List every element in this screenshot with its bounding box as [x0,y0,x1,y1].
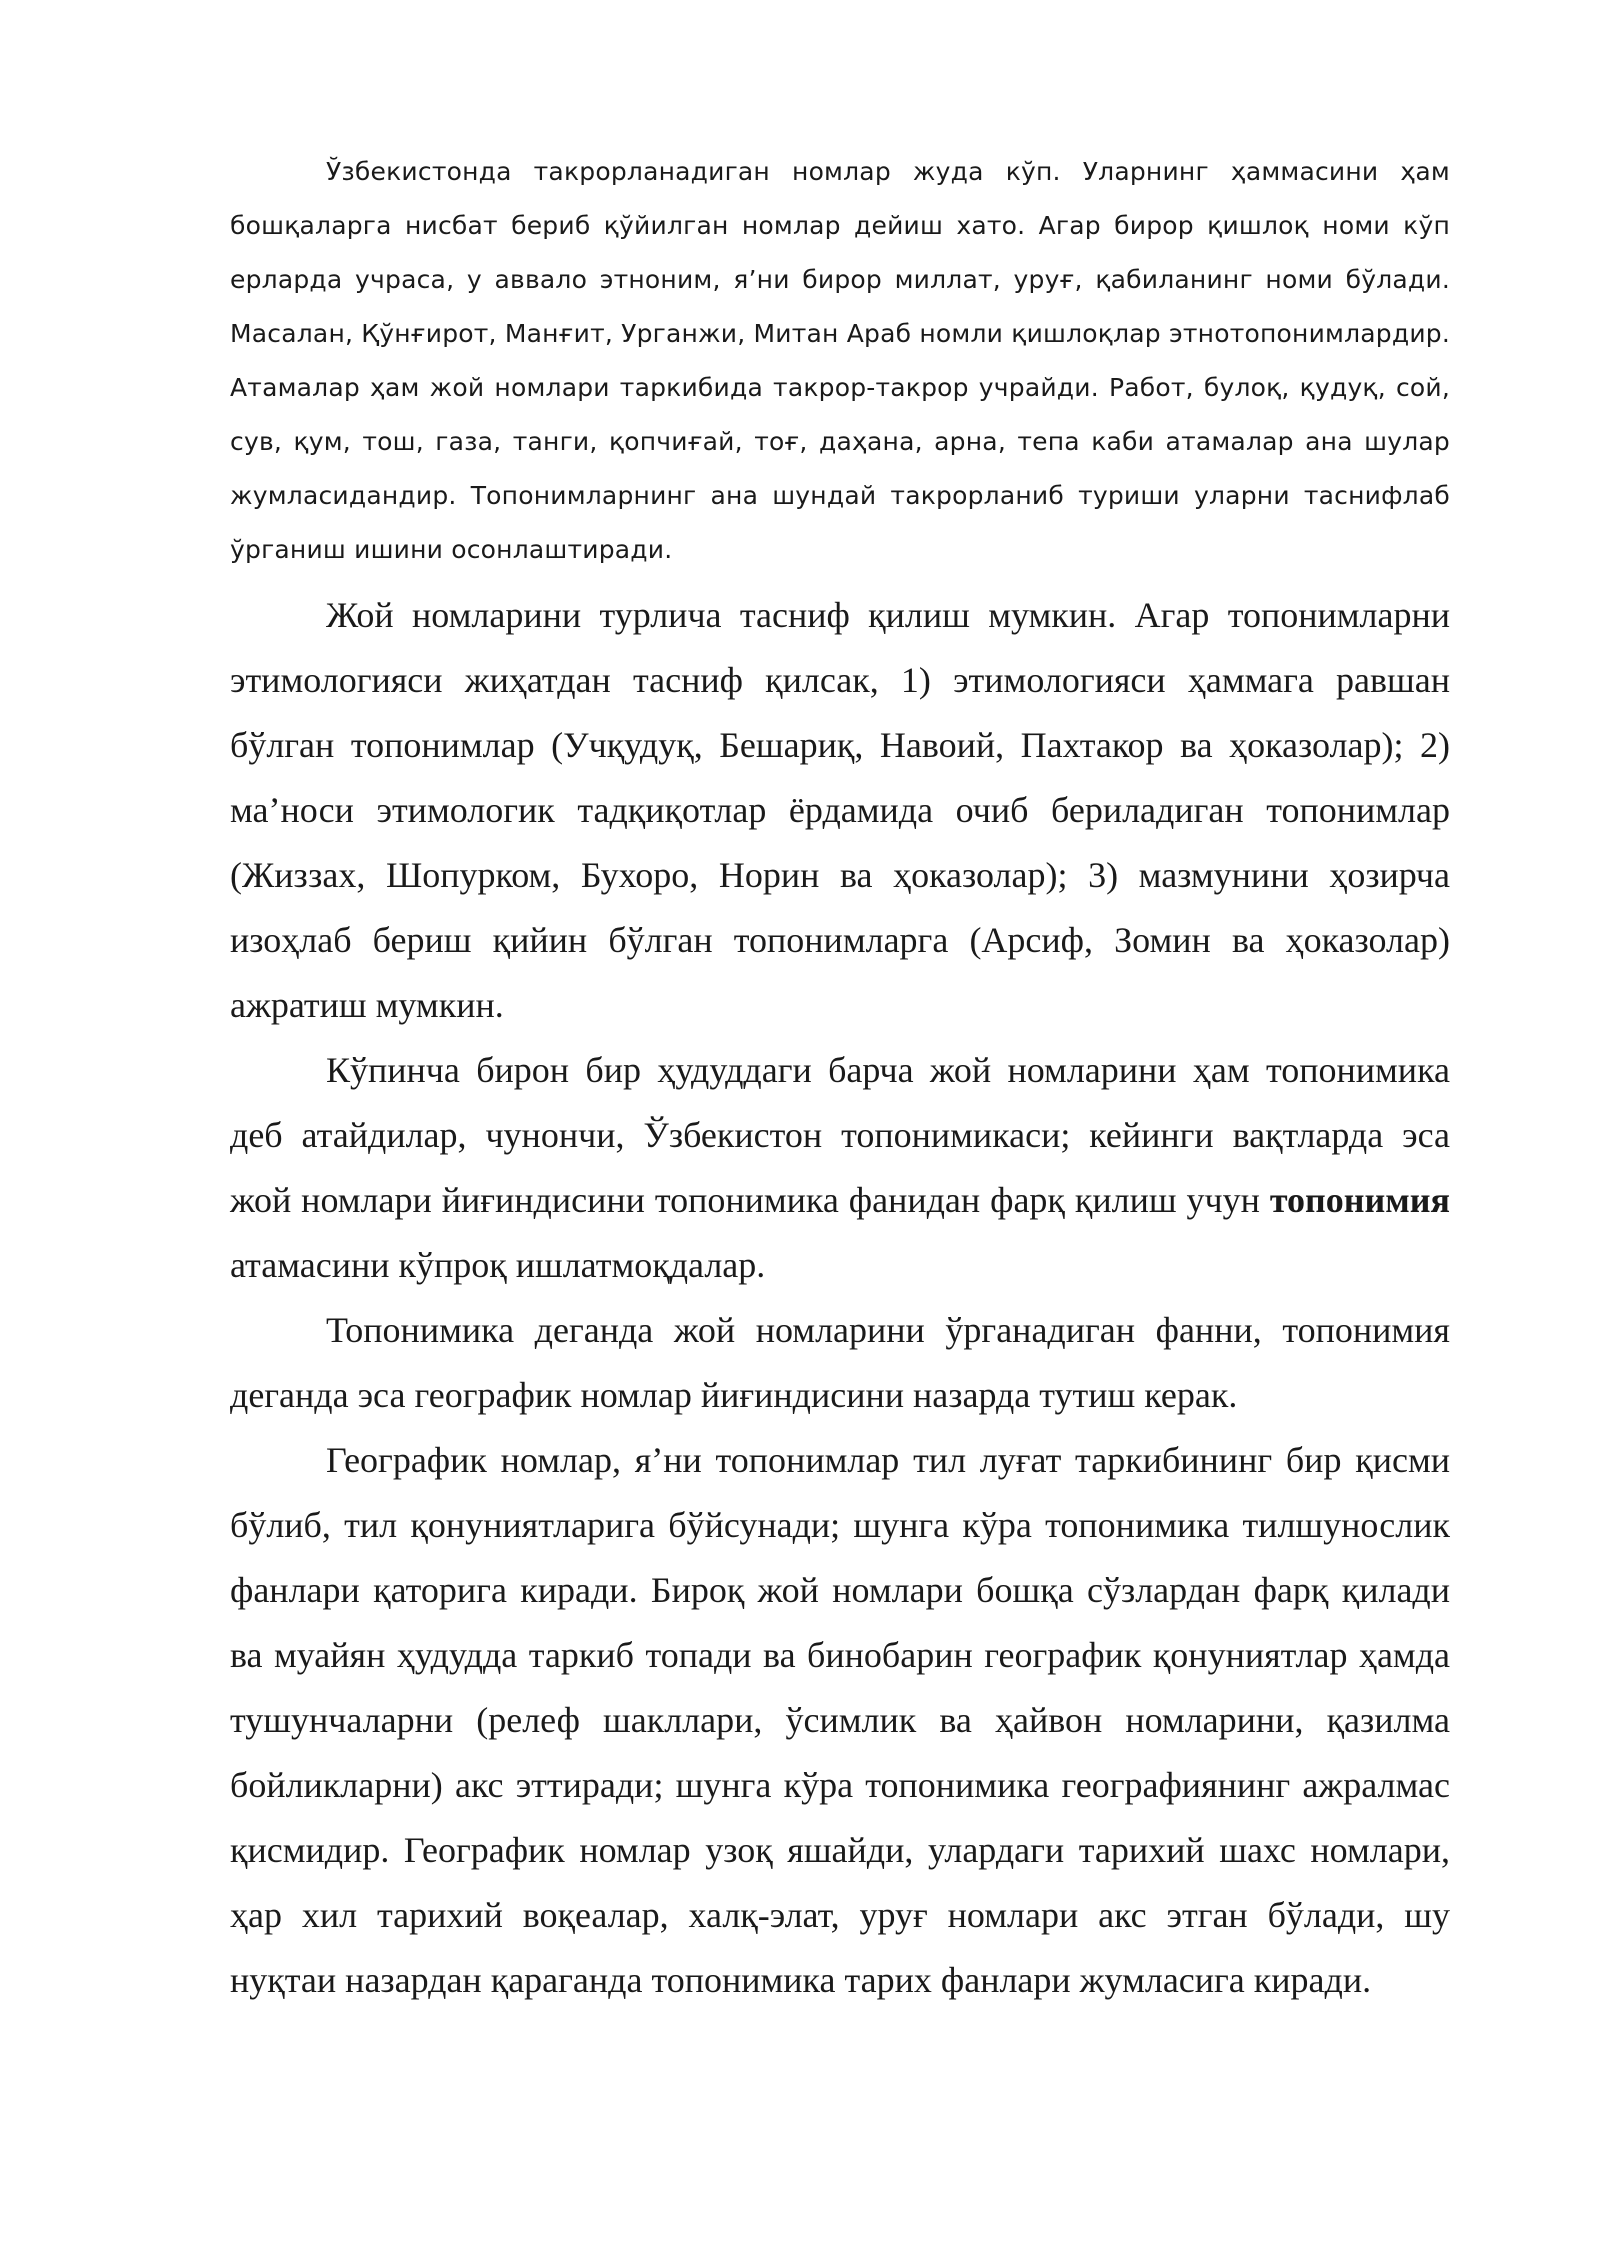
paragraph-text: атамасини кўпроқ ишлатмоқдалар. [230,1245,766,1285]
paragraph-geographic-names: Географик номлар, я’ни топонимлар тил луғат таркибининг бир қисми бўлиб, тил қонуниятларига бўйсунади; шунга кўра топонимика тилшунослик фанлари қаторига киради. Бироқ жой номлари бошқа сўзлардан фарқ қилади ва муайян ҳудудда таркиб топади ва бинобарин географик қонуниятлар ҳамда тушунчаларни (релеф шакллари, ўсимлик ва ҳайвон номларини, қазилма бойликларни) акс эттиради; шунга кўра топонимика географиянинг ажралмас қисмидир. Географик номлар узоқ яшайди, улардаги тарихий шахс номлари, ҳар хил тарихий воқеалар, халқ-элат, уруғ номлари акс этган бўлади, шу нуқтаи назардан қараганда топонимика тарих фанлари жумласига киради. [230,1440,1450,2000]
bold-term: топонимия [1269,1180,1450,1220]
document-page [230,145,1450,2013]
paragraph-text: Кўпинча бирон бир ҳудуддаги барча жой номларини ҳам топонимика деб атайдилар, чунончи, Ўзбекистон топонимикаси; кейинги вақтларда эса жой номлари йиғиндисини топонимика фанидан фарқ қилиш учун [230,1050,1450,1220]
paragraph-toponymy-term [230,1038,1450,1298]
paragraph-repeated-names: Ўзбекистонда такрорланадиган номлар жуда кўп. Уларнинг ҳаммасини ҳам бошқаларга нисбат бериб қўйилган номлар дейиш хато. Агар бирор қишлоқ номи кўп ерларда учраса, у аввало этноним, я’ни бирор миллат, уруғ, қабиланинг номи бўлади. Масалан, Қўнғирот, Манғит, Урганжи, Митан Араб номли қишлоқлар этнотопонимлардир. Атамалар ҳам жой номлари таркибида такрор-такрор учрайди. Работ, булоқ, қудуқ, сой, сув, қум, тош, газа, танги, қопчиғай, тоғ, даҳана, арна, тепа каби атамалар ана шулар жумласидандир. Топонимларнинг ана шундай такрорланиб туриши уларни таснифлаб ўрганиш ишини осонлаштиради. [230,157,1450,564]
paragraph-classification: Жой номларини турлича тасниф қилиш мумкин. Агар топонимларни этимологияси жиҳатдан тасниф қилсак, 1) этимологияси ҳаммага равшан бўлган топонимлар (Учқудуқ, Бешариқ, Навоий, Пахтакор ва ҳоказолар); 2) ма’носи этимологик тадқиқотлар ёрдамида очиб бериладиган топонимлар (Жиззах, Шопурком, Бухоро, Норин ва ҳоказолар); 3) мазмунини ҳозирча изоҳлаб бериш қийин бўлган топонимларга (Арсиф, Зомин ва ҳоказолар) ажратиш мумкин. [230,595,1450,1025]
paragraph-definition: Топонимика деганда жой номларини ўрганадиган фанни, топонимия деганда эса географик номлар йиғиндисини назарда тутиш керак. [230,1310,1450,1415]
